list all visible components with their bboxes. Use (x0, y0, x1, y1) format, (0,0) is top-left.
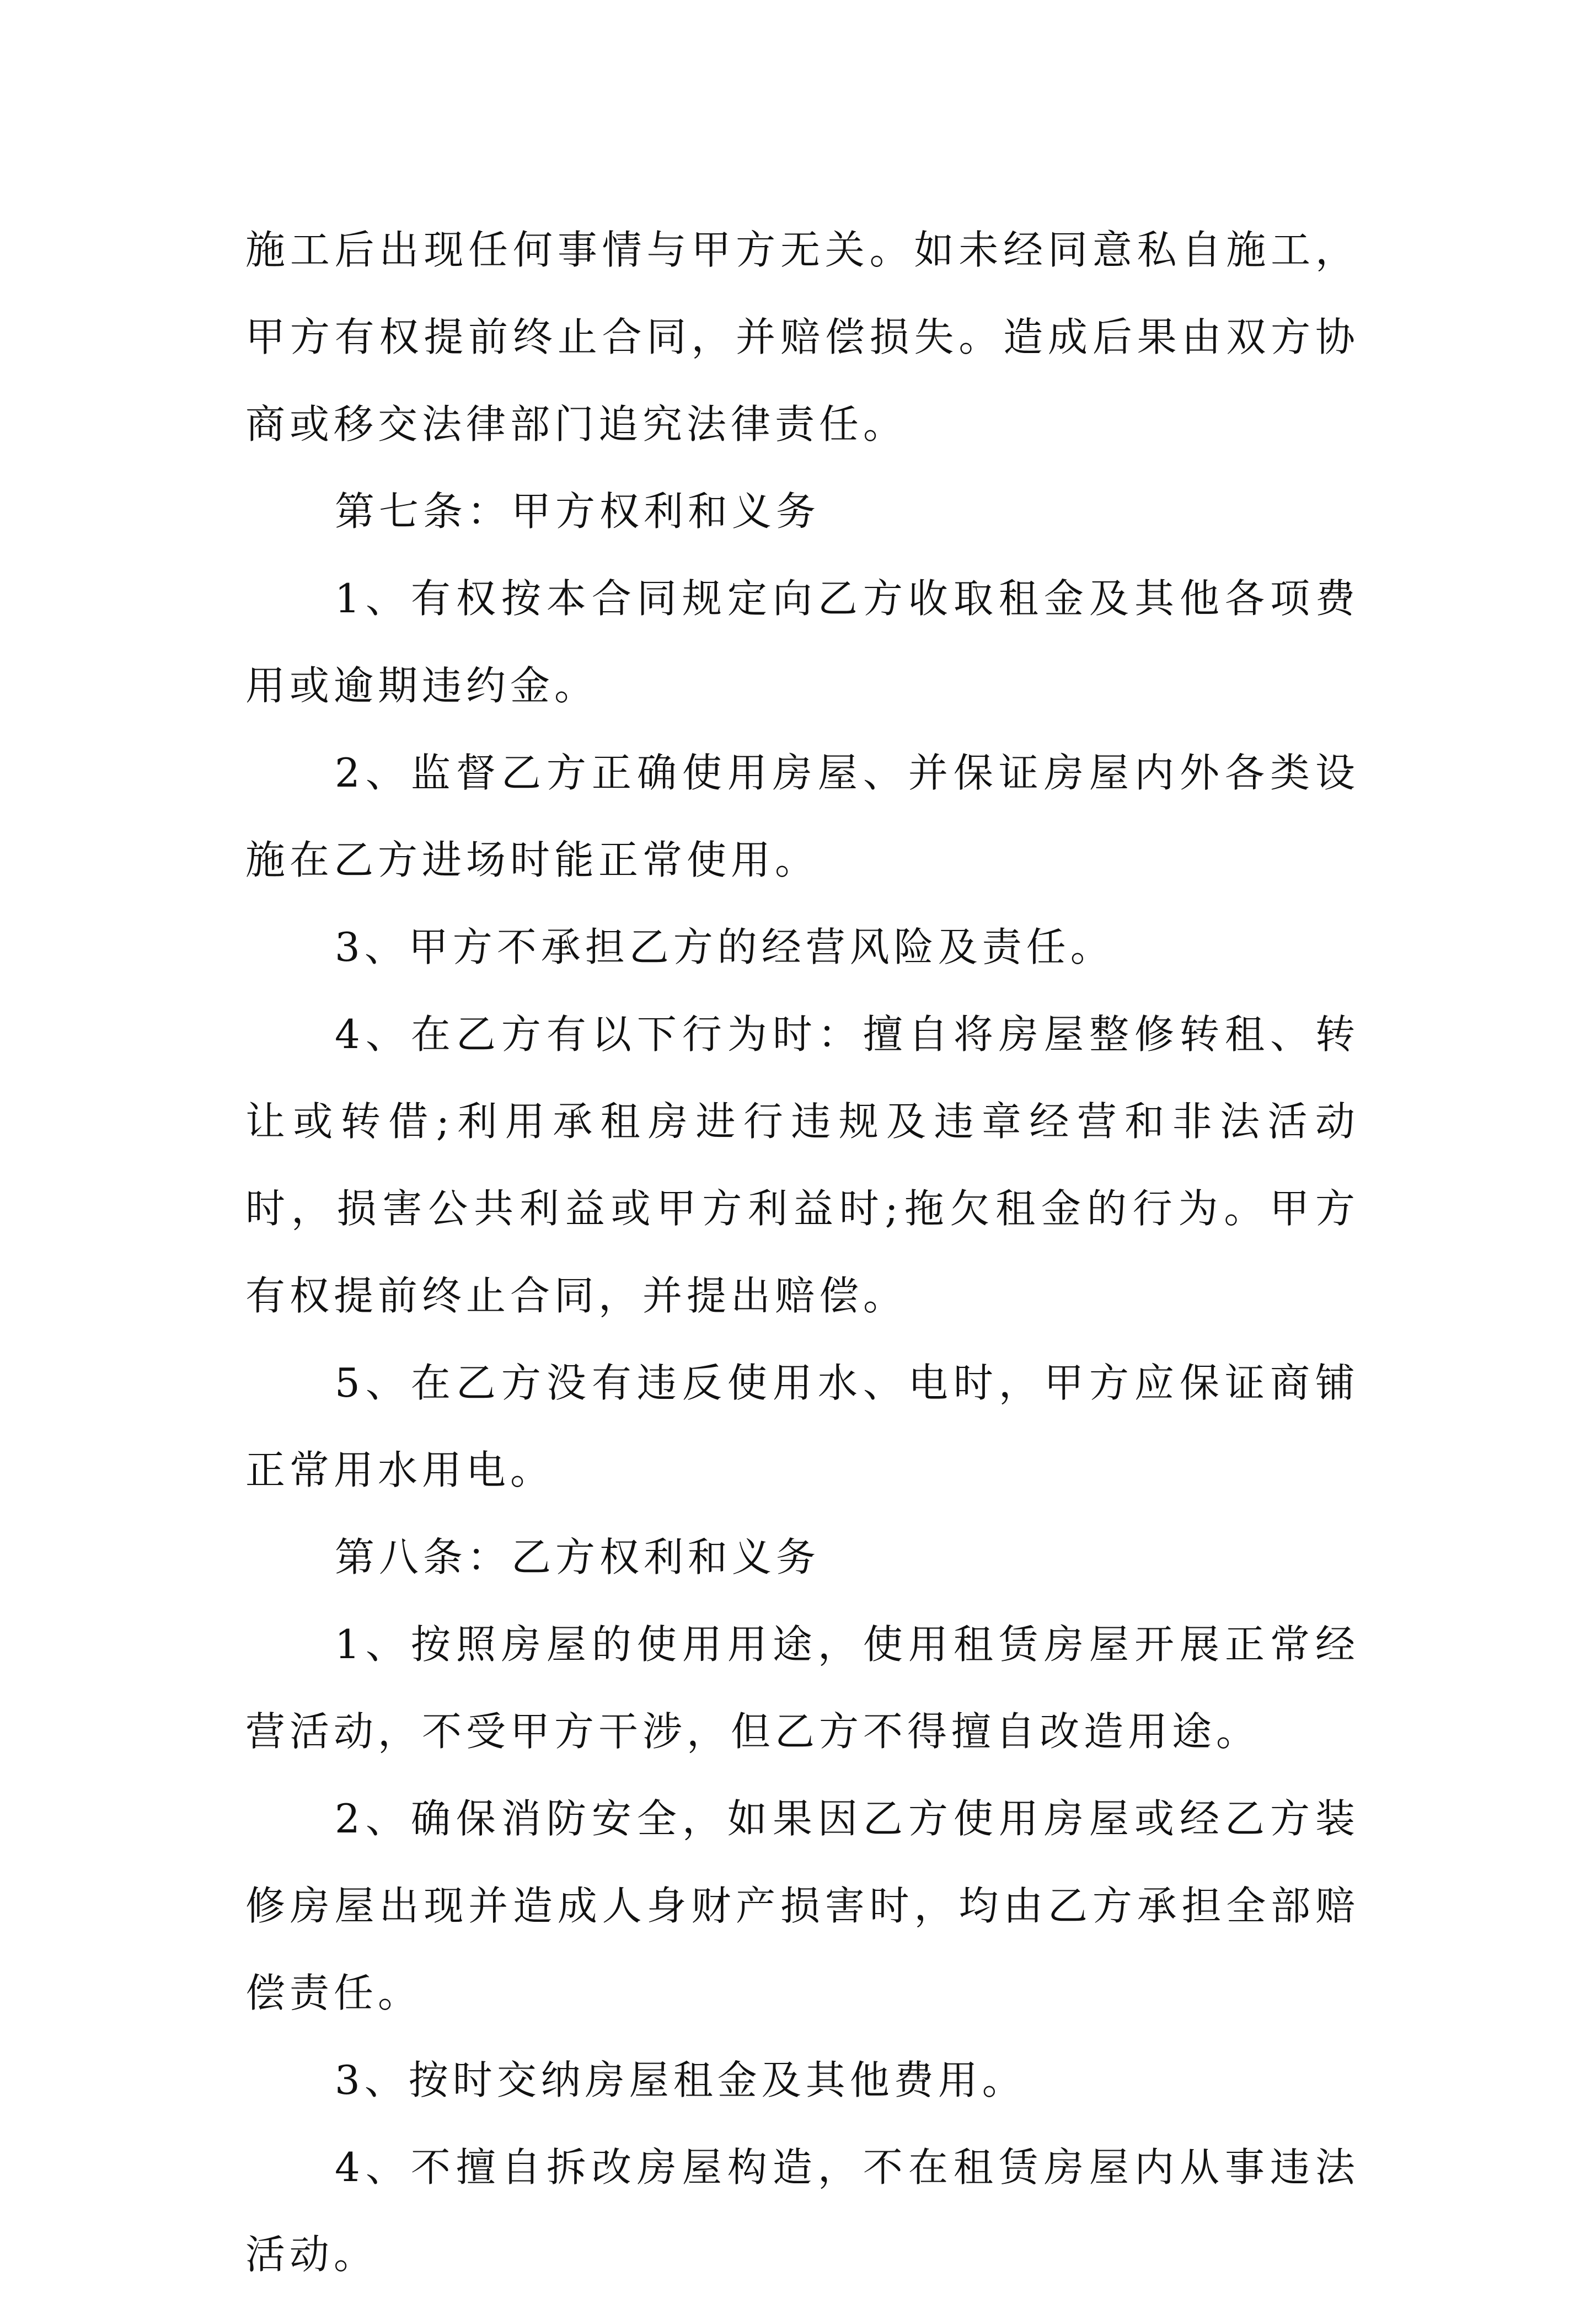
article-8-clause-2: 2、确保消防安全，如果因乙方使用房屋或经乙方装修房屋出现并造成人身财产损害时，均由乙方承担全部赔偿责任。 (245, 1795, 1359, 2016)
article-8-clause-3: 3、按时交纳房屋租金及其他费用。 (335, 2057, 1026, 2103)
article-8-heading: 第八条：乙方权利和义务 (335, 1534, 821, 1580)
paragraph-continuation: 施工后出现任何事情与甲方无关。如未经同意私自施工，甲方有权提前终止合同，并赔偿损失。造成后果由双方协商或移交法律部门追究法律责任。 (245, 227, 1359, 447)
article-7-clause-1: 1、有权按本合同规定向乙方收取租金及其他各项费用或逾期违约金。 (245, 575, 1359, 709)
article-8-clause-1: 1、按照房屋的使用用途，使用租赁房屋开展正常经营活动，不受甲方干涉，但乙方不得擅自改造用途。 (245, 1621, 1359, 1755)
article-7-clause-3: 3、甲方不承担乙方的经营风险及责任。 (335, 924, 1115, 970)
article-7-clause-5: 5、在乙方没有违反使用水、电时，甲方应保证商铺正常用水用电。 (245, 1360, 1359, 1493)
document-body (245, 206, 1359, 2298)
article-7-clause-4: 4、在乙方有以下行为时：擅自将房屋整修转租、转让或转借;利用承租房进行违规及违章经营和非法活动时，损害公共利益或甲方利益时;拖欠租金的行为。甲方有权提前终止合同，并提出赔偿。 (245, 1011, 1359, 1319)
article-7-heading: 第七条：甲方权利和义务 (335, 488, 821, 535)
article-8-clause-4: 4、不擅自拆改房屋构造，不在租赁房屋内从事违法活动。 (245, 2144, 1359, 2278)
article-7-clause-2: 2、监督乙方正确使用房屋、并保证房屋内外各类设施在乙方进场时能正常使用。 (245, 750, 1359, 883)
